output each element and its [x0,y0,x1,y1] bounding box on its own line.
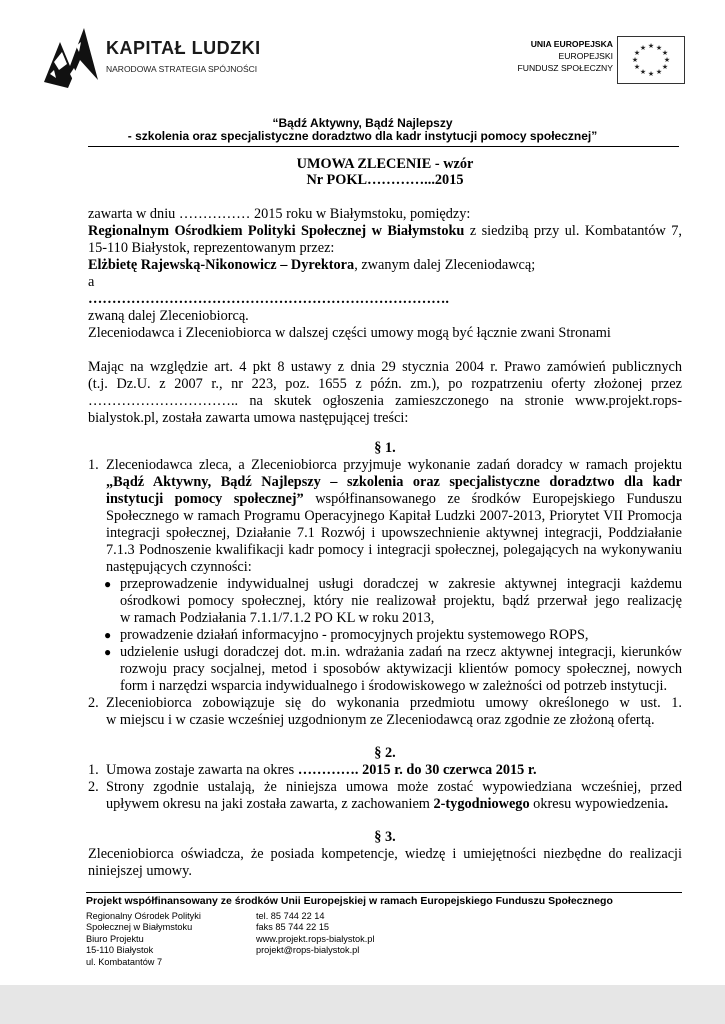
bullet-3-line-2: rozwoju pracy socjalnej, metod i sposobów aktywizacji klientów pomocy społecznej, nowych [120,661,682,677]
project-name-end: instytucji pomocy społecznej” [106,491,304,507]
s1-item-2-line-1: Zleceniobiorca zobowiązuje się do wykonania przedmiotu umowy określonego w ust. 1. [106,695,682,711]
section-2-heading: § 2. [374,745,396,761]
footer-address-line: Regionalny Ośrodek Polityki [86,911,201,921]
parties-line-6: …………………………………………………………………. [88,291,449,307]
s1-item-2-line-2: w miejscu i w czasie wcześniej uzgodnionym ze Zleceniodawcą oraz zgodnie ze złożoną ofertą. [106,712,655,728]
s1-item-2-number: 2. [88,695,99,711]
parties-line-2 [88,223,682,240]
footer-title: Projekt współfinansowany ze środków Unii Europejskiej w ramach Europejskiego Funduszu Społecznego [86,895,613,907]
preamble-line-3: ………………………….. na skutek ogłoszenia zamieszczonego na stronie www.projekt.rops- [88,393,682,409]
contractor-address: z siedzibą przy ul. Kombatantów 7, [464,223,682,239]
section-1-heading: § 1. [374,440,396,456]
project-title-line-2: - szkolenia oraz specjalistyczne doradztwo dla kadr instytucji pomocy społecznej” [127,129,598,143]
eu-logo-text [518,38,614,74]
svg-text:★: ★ [655,68,663,76]
bullet-icon: ● [104,577,112,591]
s2-line-2c: okresu wypowiedzenia [529,796,665,812]
notice-period: 2-tygodniowego [433,796,530,812]
bullet-2-line-1: prowadzenie działań informacyjno - promocyjnych projektu systemowego ROPS, [120,627,589,643]
footer-phone: tel. 85 744 22 14 [256,911,325,921]
preamble-line-2: (t.j. Dz.U. z 2007 r., nr 223, poz. 1655 z późn. zm.), po rozpatrzeniu oferty złożonej przez [88,376,682,392]
svg-text:★: ★ [663,56,671,64]
preamble-line-1: Mając na względzie art. 4 pkt 8 ustawy z dnia 29 stycznia 2004 r. Prawo zamówień publicznych [88,359,682,375]
s1-line-3-rest: współfinansowanego ze środków Europejskiego Funduszu [303,491,682,507]
footer-fax: faks 85 744 22 15 [256,922,330,933]
s2-item-2-number: 2. [88,779,99,795]
s1-item-1-number: 1. [88,457,99,473]
representative-name: Elżbietę Rajewską-Nikonowicz – Dyrektora [88,257,355,273]
contract-title: UMOWA ZLECENIE - wzór [296,156,474,172]
parties-line-7: zwaną dalej Zleceniobiorcą. [88,308,249,324]
s3-line-1: Zleceniobiorca oświadcza, że posiada kompetencje, wiedzę i umiejętności niezbędne do realizacji [88,846,682,862]
footer-address-line: Społecznej w Białymstoku [86,922,193,933]
s1-line-6: 7.1.3 Podnoszenie kwalifikacji kadr pomocy i integracji społecznej, polegających na wykonywaniu [106,542,682,558]
bullet-3-line-3: form i narzędzi wsparcia indywidualnego i środowiskowego w zależności od potrzeb instytucji. [120,678,668,694]
bullet-1-line-2: ośrodkowi pomocy społecznej, który nie realizował projektu, bądź przerwał jego realizację [120,593,682,609]
contractor-name: Regionalnym Ośrodkiem Polityki Społecznej w Białymstoku [88,223,465,239]
svg-text:★: ★ [655,44,663,52]
preamble-line-4: bialystok.pl, została zawarta umowa następującej treści: [88,410,409,426]
s1-line-3 [106,491,682,508]
s2-item-1-number: 1. [88,762,99,778]
eu-line-1: UNIA EUROPEJSKA [530,39,613,49]
svg-text:★: ★ [661,63,669,71]
contract-period: …………. 2015 r. do 30 czerwca 2015 r. [297,762,537,778]
svg-text:★: ★ [639,44,647,52]
s1-line-5: integracji społecznej, Działanie 7.1 Rozwój i upowszechnienie aktywnej integracji, Poddziałanie [106,525,682,541]
footer-contact [256,911,374,957]
svg-text:★: ★ [633,49,641,57]
svg-text:★: ★ [647,70,655,78]
s3-line-2: niniejszej umowy. [88,863,192,879]
s2-item-1 [106,762,682,779]
bullet-1-line-3: w ramach Podziałania 7.1.1/7.1.2 PO KL w roku 2013, [120,610,435,626]
representative-rest: , zwanym dalej Zleceniodawcą; [354,257,536,273]
footer-address-line: ul. Kombatantów 7 [86,956,163,967]
eu-line-2: EUROPEJSKI [558,51,613,61]
bullet-icon: ● [104,628,112,642]
bullet-icon: ● [104,645,112,659]
eu-flag-icon [617,36,685,84]
svg-text:★: ★ [661,49,669,57]
s1-line-2: „Bądź Aktywny, Bądź Najlepszy – szkolenia oraz specjalistyczne doradztwo dla kadr [106,474,682,490]
bullet-3-line-1: udzielenie usługi doradczej dot. m.in. wdrażania zadań na rzecz aktywnej integracji, kierunków [120,644,682,660]
parties-line-5: a [88,274,95,290]
logo-title: KAPITAŁ LUDZKI [106,38,261,58]
footer-address-line: 15-110 Białystok [86,945,154,956]
s1-line-4: Społecznego w ramach Programu Operacyjnego Kapitał Ludzki 2007-2013, Priorytet VII Promocja [106,508,682,524]
eu-logo [505,36,685,84]
footer-email: projekt@rops-bialystok.pl [256,945,360,956]
header-divider [88,146,679,147]
footer-address-line: Biuro Projektu [86,933,144,944]
s1-line-1: Zleceniodawca zleca, a Zleceniobiorca przyjmuje wykonanie zadań doradcy w ramach projektu [106,457,682,473]
parties-line-4 [88,257,682,274]
footer-address [86,911,201,968]
svg-text:★: ★ [639,68,647,76]
kapital-ludzki-logo [40,22,270,92]
footer-band [0,985,725,1024]
section-3-heading: § 3. [374,829,396,845]
s2-line-2a: upływem okresu na jaki została zawarta, z zachowaniem [106,796,434,812]
footer-website: www.projekt.rops-bialystok.pl [256,933,375,944]
parties-line-1: zawarta w dniu …………… 2015 roku w Białymstoku, pomiędzy: [88,206,471,222]
s1-line-7: następujących czynności: [106,559,252,575]
svg-text:★: ★ [631,56,639,64]
s2-item-2-line-1: Strony zgodnie ustalają, że niniejsza umowa może zostać wypowiedziana wcześniej, przed [106,779,682,795]
s2-item-2-line-2 [106,796,682,813]
bullet-1-line-1: przeprowadzenie indywidualnej usługi doradczej w zakresie aktywnej integracji każdemu [120,576,682,592]
eu-line-3: FUNDUSZ SPOŁECZNY [517,63,613,73]
footer-divider [86,892,682,893]
kapital-ludzki-emblem-icon [40,22,102,92]
parties-line-3: 15-110 Białystok, reprezentowanym przez: [88,240,335,256]
contract-number: Nr POKL…………...2015 [306,172,464,188]
parties-line-8: Zleceniodawca i Zleceniobiorca w dalszej części umowy mogą być łącznie zwani Stronami [88,325,611,341]
project-title-line-1: “Bądź Aktywny, Bądź Najlepszy [272,116,453,130]
s2-line-2d: . [664,796,669,812]
s2-item-1-text: Umowa zostaje zawarta na okres [106,762,298,778]
logo-subtitle: NARODOWA STRATEGIA SPÓJNOŚCI [106,64,258,74]
svg-text:★: ★ [647,42,655,50]
svg-text:★: ★ [633,63,641,71]
